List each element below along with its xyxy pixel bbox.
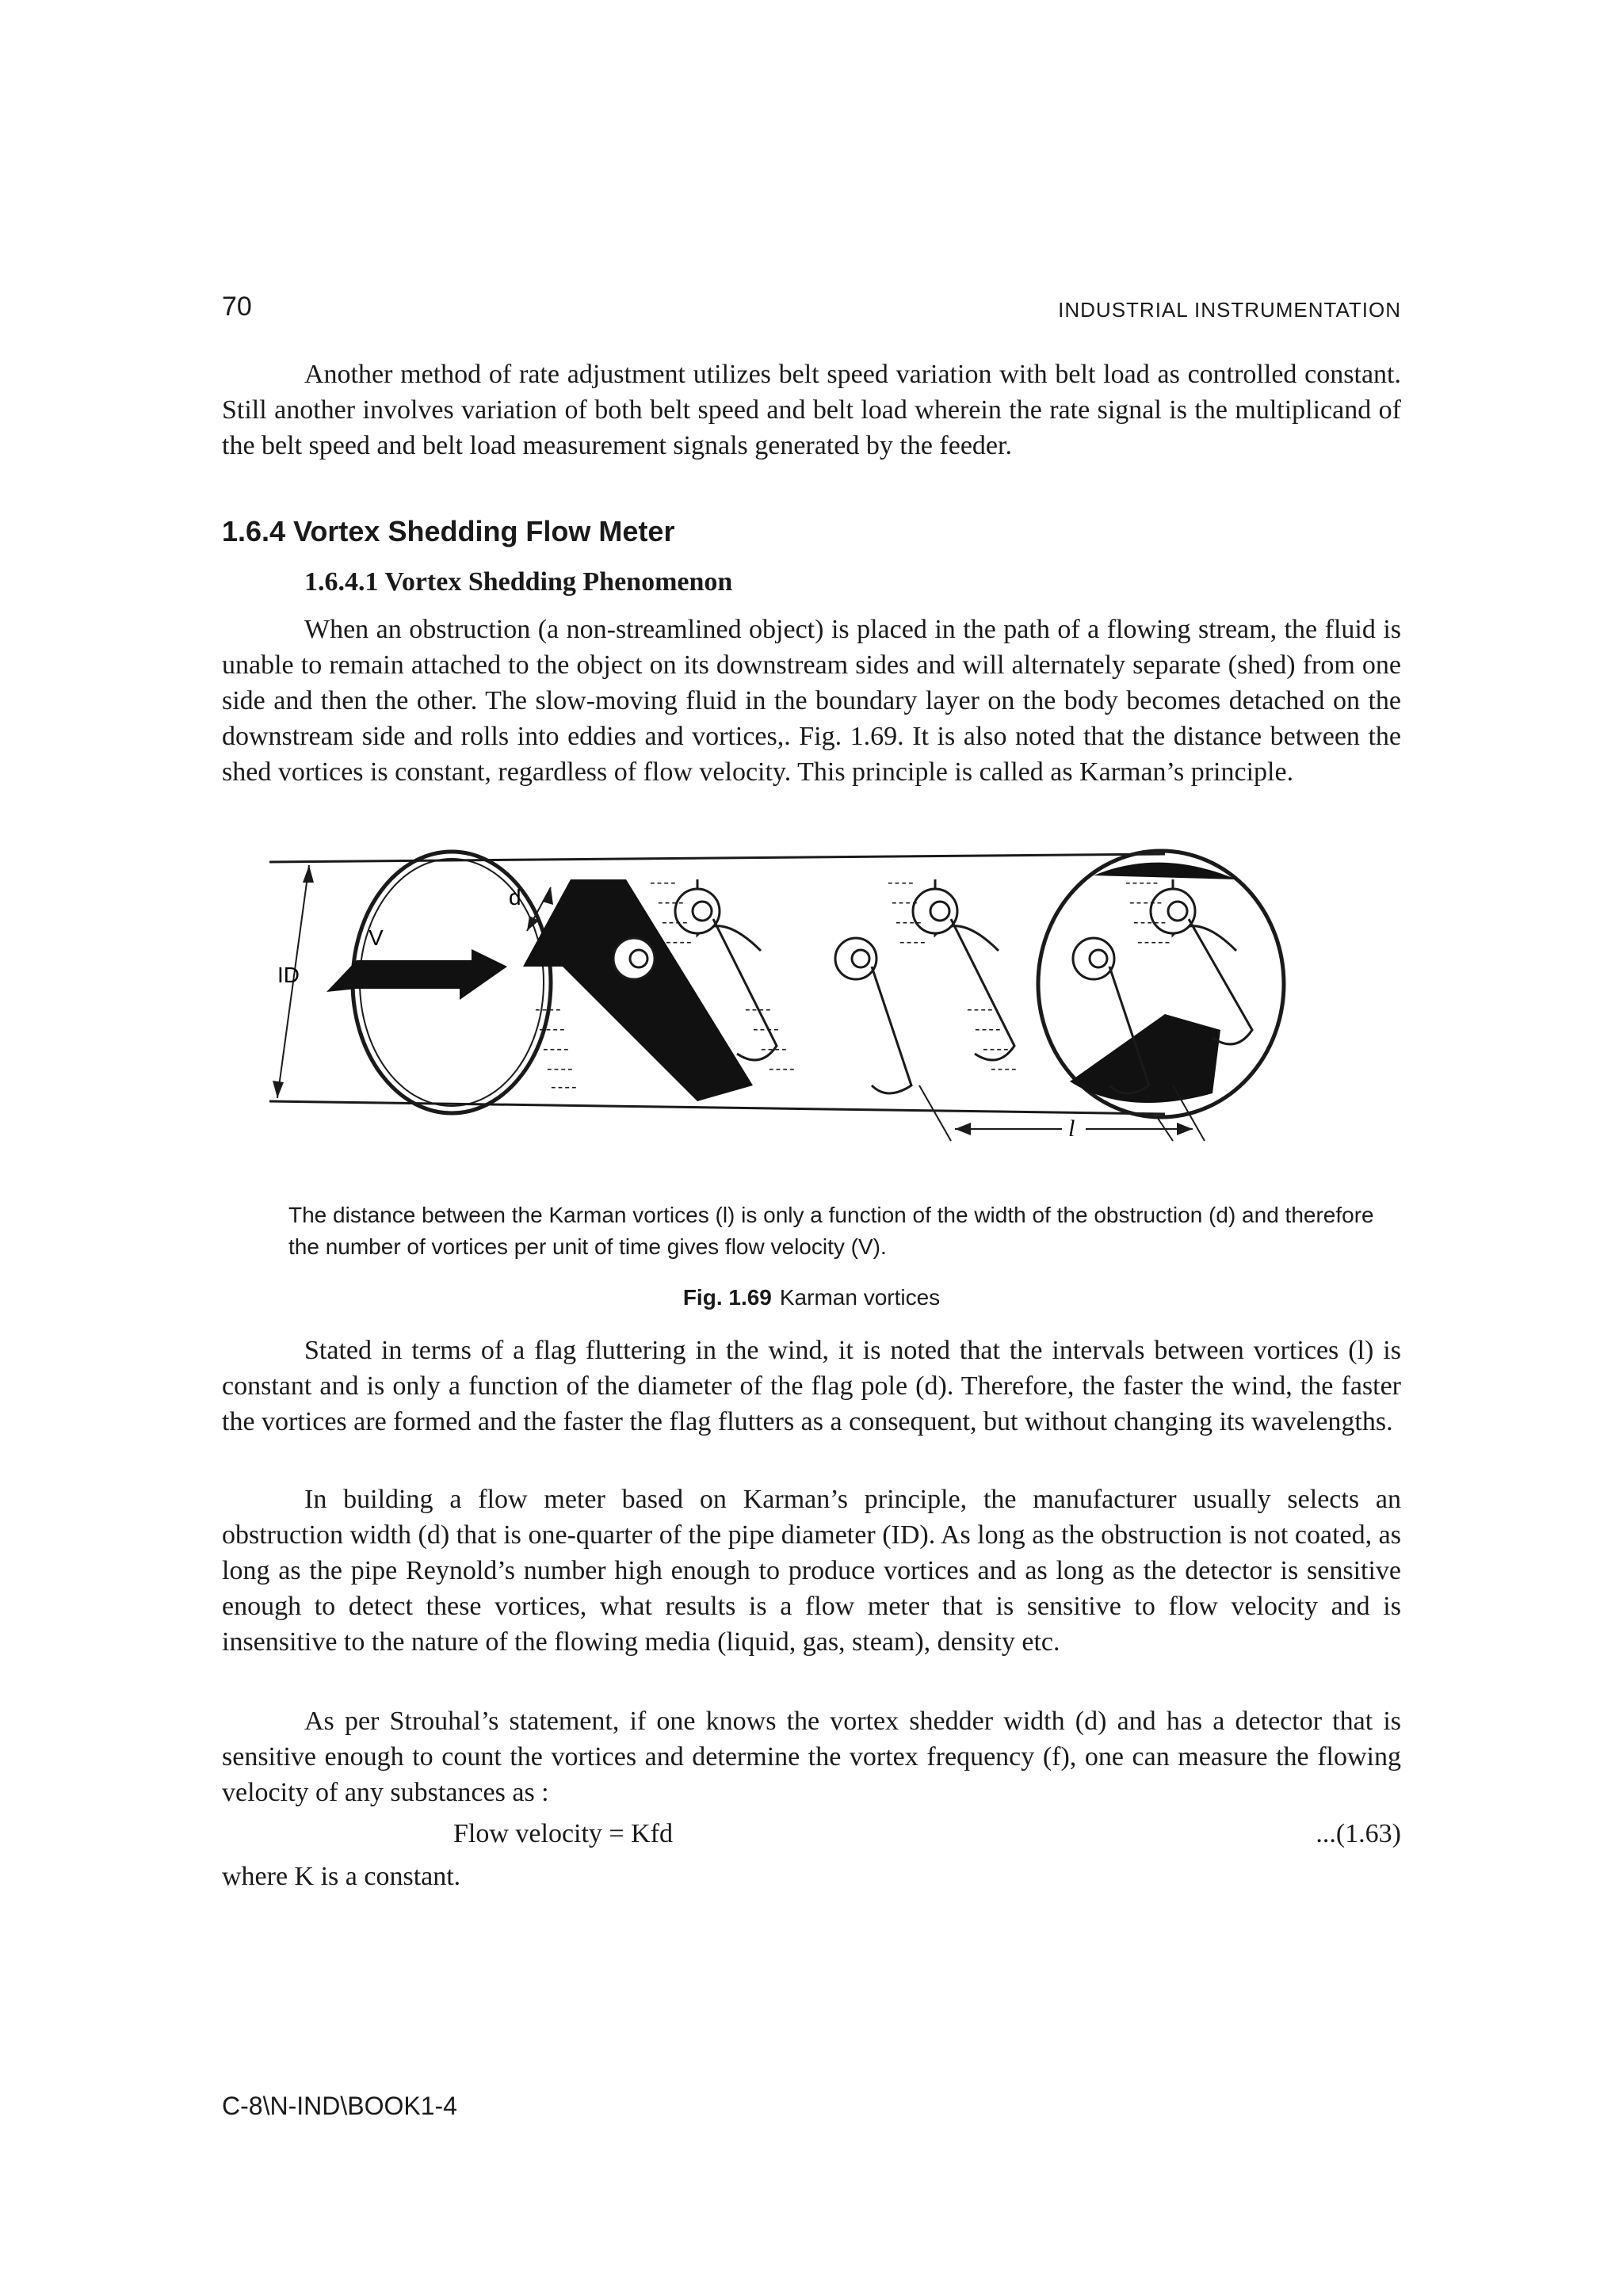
streamline-dashes: ---- (662, 913, 689, 931)
d-label: d (509, 885, 521, 910)
streamline-dashes: ---- (753, 1020, 781, 1038)
footer-code: C-8\N-IND\BOOK1-4 (222, 2092, 457, 2120)
streamline-dashes: ---- (975, 1020, 1002, 1038)
streamline-dashes: ----- (1133, 913, 1168, 931)
pipe-top-edge (269, 854, 1165, 862)
streamline-dashes: ---- (666, 933, 693, 951)
streamline-dashes: ---- (650, 874, 678, 891)
paragraph-vortex-phenomenon: When an obstruction (a non-streamlined object) is placed in the path of a flowing stream, the fluid is unable to remain attached to the object on its downstream sides and will alternately separate (shed) from one side and then the other. The slow-moving fluid in the boundary layer on the body becomes detached on the downstream side and rolls into eddies and vortices,. Fig. 1.69. It is also noted that the distance between the shed vortices is constant, regardless of flow velocity. This principle is called as Karman’s principle. (222, 615, 1401, 787)
equation-number: ...(1.63) (1316, 1819, 1401, 1848)
equation-text: Flow velocity = Kfd (453, 1819, 673, 1848)
streamline-dashes: ---- (543, 1040, 571, 1058)
l-extension-line-left (919, 1085, 951, 1141)
section-heading: 1.6.4 Vortex Shedding Flow Meter (222, 515, 675, 547)
karman-vortices-figure (254, 848, 1379, 1196)
paragraph-intro: Another method of rate adjustment utilizes belt speed variation with belt load as controlled constant. Still another involves variation of both belt speed and belt load wherein the rate signal is the multiplicand of the belt speed and belt load measurement signals generated by the feeder. (222, 360, 1401, 460)
vortex-core-upper-3 (1168, 902, 1187, 921)
page-number: 70 (222, 292, 252, 322)
figure-caption (0, 1285, 1623, 1310)
id-arrowhead-top (303, 865, 314, 883)
running-header: INDUSTRIAL INSTRUMENTATION (1058, 298, 1401, 322)
karman-vortices-diagram (254, 848, 1379, 1196)
streamline-dashes: ---- (769, 1060, 796, 1077)
streamline-dashes: ----- (1125, 874, 1160, 891)
streamline-dashes: ---- (535, 1001, 563, 1018)
pipe-bottom-edge (269, 1101, 1165, 1114)
d-arrowhead-top (542, 887, 553, 905)
figure-note: The distance between the Karman vortices (l) is only a function of the width of the obstruction (d) and therefore the number of vortices per unit of time gives flow velocity (V). (288, 1203, 1374, 1259)
paragraph-flag-analogy: Stated in terms of a flag fluttering in the wind, it is noted that the intervals between vortices (l) is constant and is only a function of the diameter of the flag pole (d). Therefore, the faster the wind, the faster the vortices are formed and the faster the flag flutters as a consequent, but without changing its wavelengths. (222, 1336, 1401, 1436)
vortex-core-upper-1 (693, 902, 712, 921)
streamline-dashes: ---- (547, 1060, 575, 1077)
vortex-core-lower-2 (852, 950, 869, 967)
streamline-dashes: ---- (888, 874, 915, 891)
subsection-heading: 1.6.4.1 Vortex Shedding Phenomenon (304, 567, 733, 597)
id-label: ID (277, 963, 300, 987)
paragraph-constant-note: where K is a constant. (222, 1862, 461, 1891)
streamline-dashes: ---- (899, 933, 927, 951)
velocity-label: V (369, 925, 384, 950)
streamline-dashes: ---- (761, 1040, 789, 1058)
vortex-core-lower-3 (1090, 950, 1107, 967)
streamline-dashes: ----- (1137, 933, 1172, 951)
equation-1-63 (222, 1816, 1401, 1852)
l-label: l (1068, 1116, 1075, 1142)
streamline-dashes: ---- (551, 1078, 579, 1096)
figure-caption-label: Fig. 1.69 (682, 1285, 772, 1310)
l-arrowhead-left (955, 1123, 971, 1135)
l-arrowhead-right (1177, 1123, 1193, 1135)
id-arrowhead-bottom (273, 1081, 284, 1098)
outlet-dark-band-bottom (1070, 1014, 1220, 1103)
streamline-dashes: ---- (967, 1001, 995, 1018)
streamline-dashes: ---- (991, 1060, 1018, 1077)
vortex-core-upper-2 (930, 902, 949, 921)
vortex-sheet-4 (872, 967, 911, 1093)
paragraph-flow-meter-design: In building a flow meter based on Karman’s principle, the manufacturer usually selects an obstruction width (d) that is one-quarter of the pipe diameter (ID). As long as the obstruction is not coated, as long as the pipe Reynold’s number high enough to produce vortices and as long as the detector is sensitive enough to detect these vortices, what results is a flow meter that is sensitive to flow velocity and is insensitive to the nature of the flowing media (liquid, gas, steam), density etc. (222, 1485, 1401, 1657)
streamline-dashes: ---- (892, 894, 919, 911)
paragraph-strouhal: As per Strouhal’s statement, if one knows the vortex shedder width (d) and has a detector that is sensitive enough to count the vortices and determine the vortex frequency (f), one can measure the flowing velocity of any substances as : (222, 1707, 1401, 1807)
streamline-dashes: ---- (983, 1040, 1010, 1058)
streamline-dashes: ---- (658, 894, 685, 911)
streamline-dashes: ---- (539, 1020, 567, 1038)
streamline-dashes: ----- (1129, 894, 1164, 911)
streamline-dashes: ---- (745, 1001, 773, 1018)
vortex-core-lower-1 (630, 950, 647, 967)
figure-caption-text: Karman vortices (779, 1285, 941, 1310)
streamline-dashes: ---- (896, 913, 923, 931)
vortex-sheet-2 (951, 919, 1014, 1060)
